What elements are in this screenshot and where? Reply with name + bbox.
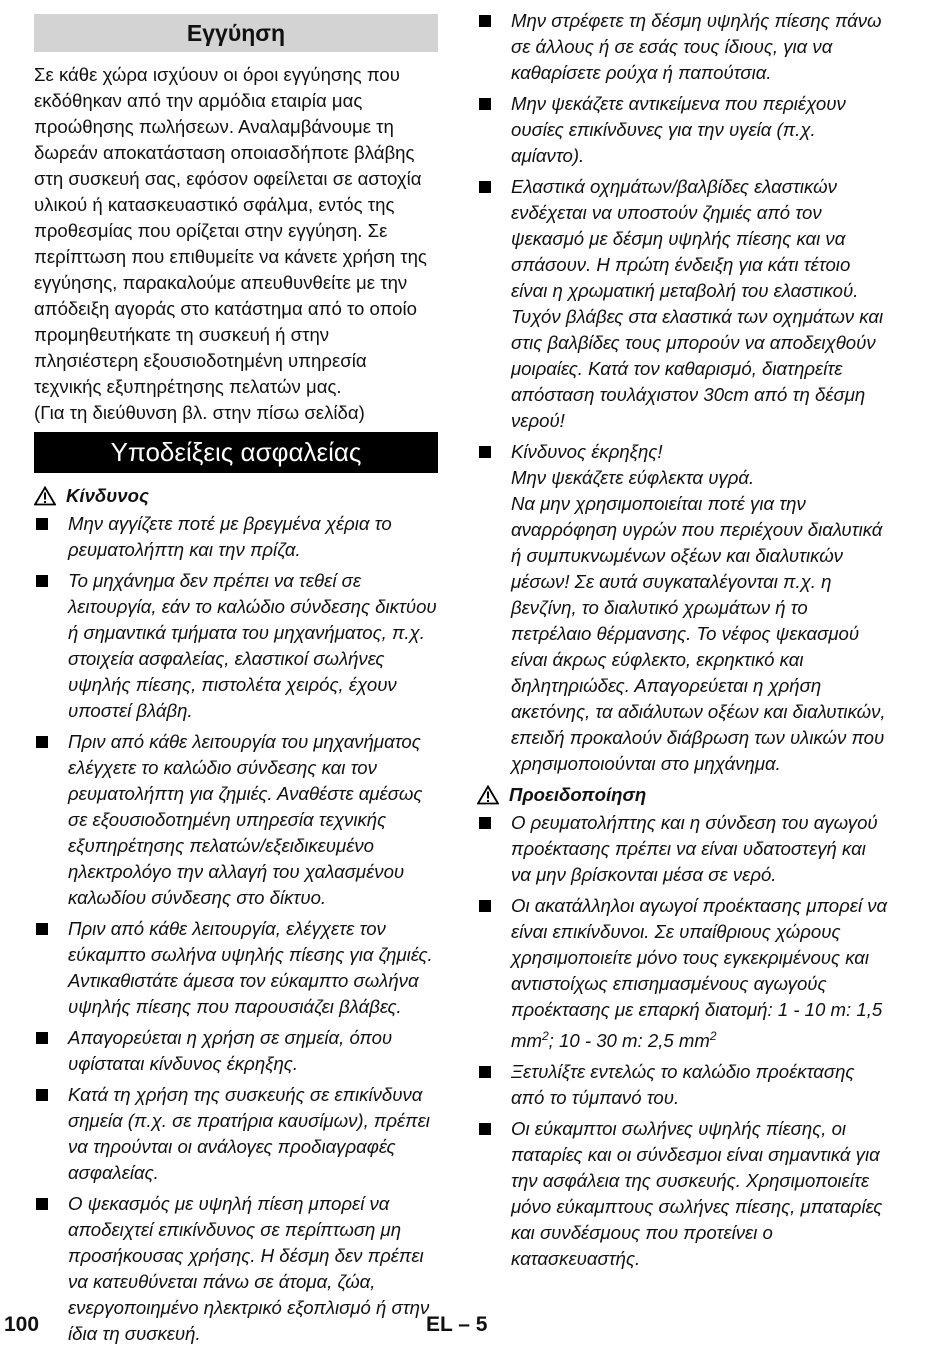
- bullet-square-icon: [36, 1089, 48, 1101]
- list-item: Ο ρευματολήπτης και η σύνδεση του αγωγού προέκτασης πρέπει να είναι υδατοστεγή και να μην βρίσκονται μέσα σε νερό.: [477, 810, 889, 888]
- bullet-square-icon: [479, 98, 491, 110]
- list-item: Το μηχάνημα δεν πρέπει να τεθεί σε λειτουργία, εάν το καλώδιο σύνδεσης δικτύου ή σημαντικά τμήματα του μηχανήματος, π.χ. στοιχεία ασφαλείας, ελαστικοί σωλήνες υψηλής πίεσης, πιστολέτα χειρός, έχουν υποστεί βλάβη.: [34, 568, 438, 724]
- danger-list-right: [477, 8, 889, 777]
- bullet-square-icon: [479, 15, 491, 27]
- bullet-square-icon: [479, 446, 491, 458]
- warning-triangle-icon: [34, 486, 56, 506]
- list-item: Μην αγγίζετε ποτέ με βρεγμένα χέρια το ρευματολήπτη και την πρίζα.: [34, 511, 438, 563]
- list-item: Πριν από κάθε λειτουργία του μηχανήματος ελέγχετε το καλώδιο σύνδεσης και τον ρευματολήπτη για ζημιές. Αναθέστε αμέσως σε εξουσιοδοτημένη υπηρεσία τεχνικής εξυπηρέτησης πελατών/εξειδικευμένο ηλεκτρολόγο την αλλαγή του χαλασμένου καλωδίου σύνδεσης στο δίκτυο.: [34, 729, 438, 911]
- safety-heading: Υποδείξεις ασφαλείας: [34, 432, 438, 473]
- explosion-title: Κίνδυνος έκρηξης!: [511, 441, 663, 462]
- warranty-body: Σε κάθε χώρα ισχύουν οι όροι εγγύησης που εκδόθηκαν από την αρμόδια εταιρία μας προώθησης πωλήσεων. Αναλαμβάνουμε τη δωρεάν αποκατάσταση οποιασδήποτε βλάβης στη συσκευή σας, εφόσον οφείλεται σε αστοχία υλικού ή κατασκευαστικό σφάλμα, εντός της προθεσμίας που ορίζεται στην εγγύηση. Σε περίπτωση που επιθυμείτε να κάνετε χρήση της εγγύησης, παρακαλούμε απευθυνθείτε με την απόδειξη αγοράς στο κατάστημα από το οποίο προμηθευτήκατε τη συσκευή ή στην πλησιέστερη εξουσιοδοτημένη υπηρεσία τεχνικής εξυπηρέτησης πελατών μας.: [34, 64, 427, 397]
- warning-heading: [477, 782, 889, 808]
- page-code: EL – 5: [426, 1313, 488, 1336]
- bullet-square-icon: [36, 736, 48, 748]
- explosion-body: Να μην χρησιμοποιείται ποτέ για την αναρρόφηση υγρών που περιέχουν διαλυτικά ή συμπυκνωμένων οξέων και διαλυτικών μέσων! Σε αυτά συγκαταλέγονται π.χ. η βενζίνη, το διαλυτικό χρωμάτων ή το πετρέλαιο θέρμανσης. Το νέφος ψεκασμού είναι άκρως εύφλεκτο, εκρηκτικό και δηλητηριώδες. Απαγορεύεται η χρήση ακετόνης, τα αδιάλυτων οξέων και διαλυτικών, επειδή προκαλούν διάβρωση των υλικών που χρησιμοποιούνται στο μηχάνημα.: [511, 493, 886, 774]
- warning-list: [477, 810, 889, 1272]
- bullet-square-icon: [479, 1123, 491, 1135]
- list-item: Κατά τη χρήση της συσκευής σε επικίνδυνα σημεία (π.χ. σε πρατήρια καυσίμων), πρέπει να τηρούνται οι ανάλογες προδιαγραφές ασφαλείας.: [34, 1082, 438, 1186]
- bullet-square-icon: [479, 1066, 491, 1078]
- right-column: [477, 8, 889, 1277]
- bullet-square-icon: [36, 923, 48, 935]
- danger-heading: [34, 483, 438, 509]
- danger-list-left: [34, 511, 438, 1347]
- extension-cable-item: Οι ακατάλληλοι αγωγοί προέκτασης μπορεί να είναι επικίνδυνοι. Σε υπαίθριους χώρους χρησιμοποιείτε μόνο τους εγκεκριμένους και αντιστοίχως επισημασμένους αγωγούς προέκτασης με επαρκή διατομή: 1 - 10 m: 1,5 $mm^2$; 10 - 30 m: 2,5 $mm^2$: [477, 893, 889, 1054]
- left-column: [34, 14, 438, 1352]
- warning-label: Προειδοποίηση: [509, 784, 647, 805]
- list-item: Ξετυλίξτε εντελώς το καλώδιο προέκτασης από το τύμπανό του.: [477, 1059, 889, 1111]
- list-item: Οι εύκαμπτοι σωλήνες υψηλής πίεσης, οι παταρίες και οι σύνδεσμοι είναι σημαντικά για την ασφάλεια της συσκευής. Χρησιμοποιείτε μόνο εύκαμπτους σωλήνες πίεσης, μπαταρίες και συνδέσμους που προτείνει ο κατασκευαστής.: [477, 1116, 889, 1272]
- warranty-heading: Εγγύηση: [34, 14, 438, 52]
- page-number: 100: [4, 1313, 40, 1336]
- explosion-item: [477, 439, 889, 777]
- warning-triangle-icon: [477, 785, 499, 805]
- list-item: Μην στρέφετε τη δέσμη υψηλής πίεσης πάνω σε άλλους ή σε εσάς τους ίδιους, για να καθαρίσετε ρούχα ή παπούτσια.: [477, 8, 889, 86]
- bullet-square-icon: [36, 518, 48, 530]
- danger-label: Κίνδυνος: [66, 485, 149, 506]
- bullet-square-icon: [36, 1032, 48, 1044]
- list-item: Μην ψεκάζετε αντικείμενα που περιέχουν ουσίες επικίνδυνες για την υγεία (π.χ. αμίαντο).: [477, 91, 889, 169]
- list-item: Πριν από κάθε λειτουργία, ελέγχετε τον εύκαμπτο σωλήνα υψηλής πίεσης για ζημιές. Αντικαθιστάτε άμεσα τον εύκαμπτο σωλήνα υψηλής πίεσης που παρουσιάζει βλάβες.: [34, 916, 438, 1020]
- list-item: Απαγορεύεται η χρήση σε σημεία, όπου υφίσταται κίνδυνος έκρηξης.: [34, 1025, 438, 1077]
- explosion-line: Μην ψεκάζετε εύφλεκτα υγρά.: [511, 467, 755, 488]
- bullet-square-icon: [479, 817, 491, 829]
- bullet-square-icon: [479, 181, 491, 193]
- bullet-square-icon: [36, 1198, 48, 1210]
- bullet-square-icon: [479, 900, 491, 912]
- bullet-square-icon: [36, 575, 48, 587]
- warranty-address-note: (Για τη διεύθυνση βλ. στην πίσω σελίδα): [34, 402, 365, 423]
- list-item: Ελαστικά οχημάτων/βαλβίδες ελαστικών ενδέχεται να υποστούν ζημιές από τον ψεκασμό με δέσμη υψηλής πίεσης και να σπάσουν. Η πρώτη ένδειξη για κάτι τέτοιο είναι η χρωματική μεταβολή του ελαστικού. Τυχόν βλάβες στα ελαστικά των οχημάτων και στις βαλβίδες τους μπορούν να αποδειχθούν μοιραίες. Κατά τον καθαρισμό, διατηρείτε απόσταση τουλάχιστον 30cm από τη δέσμη νερού!: [477, 174, 889, 434]
- list-item: Ο ψεκασμός με υψηλή πίεση μπορεί να αποδειχτεί επικίνδυνος σε περίπτωση μη προσήκουσας χρήσης. Η δέσμη δεν πρέπει να κατευθύνεται πάνω σε άτομα, ζώα, ενεργοποιημένο ηλεκτρικό εξοπλισμό ή στην ίδια τη συσκευή.: [34, 1191, 438, 1347]
